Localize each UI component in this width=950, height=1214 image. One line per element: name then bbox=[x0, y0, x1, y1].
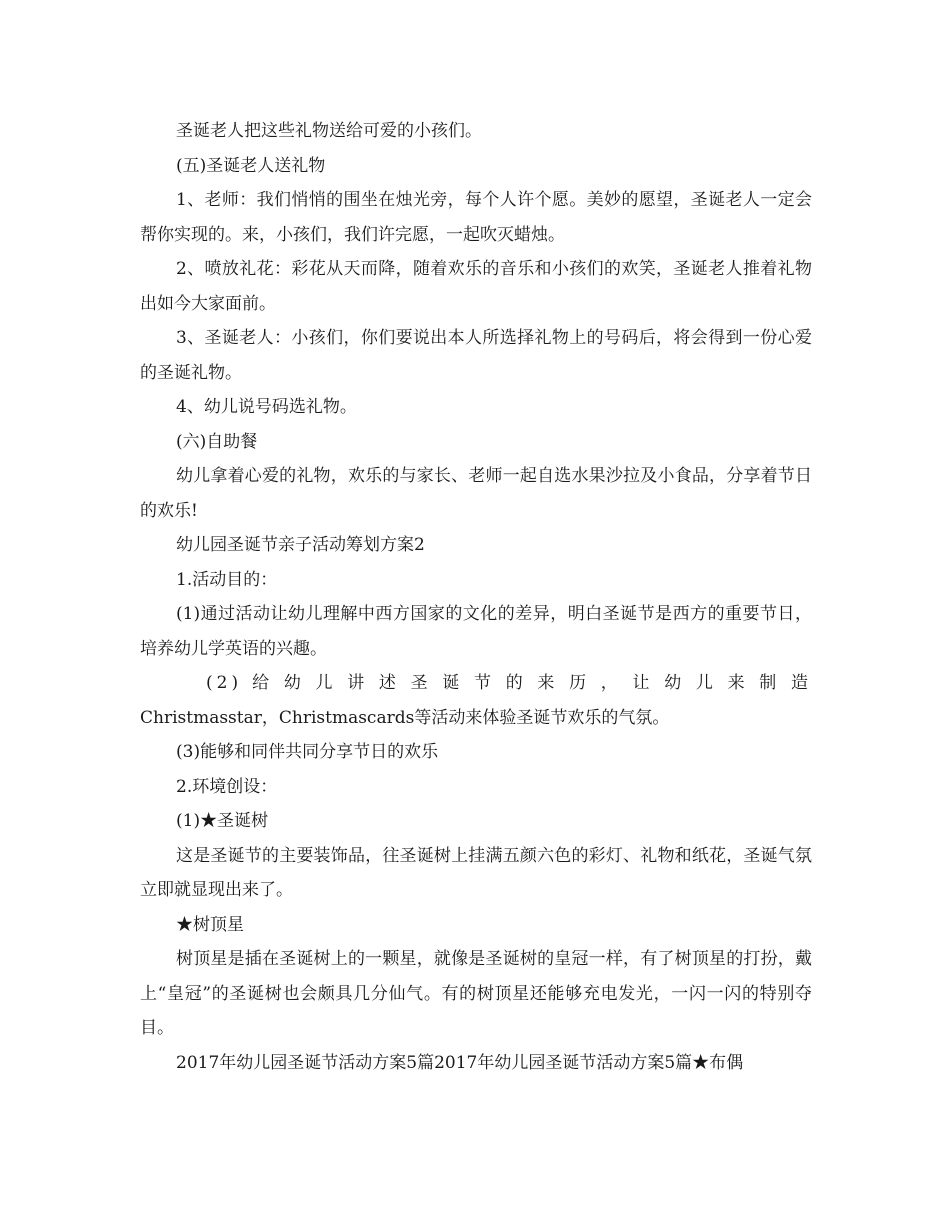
paragraph: 这是圣诞节的主要装饰品，往圣诞树上挂满五颜六色的彩灯、礼物和纸花，圣诞气氛立即就显现出来了。 bbox=[140, 845, 812, 900]
subsection-heading: ★树顶星 bbox=[176, 914, 244, 935]
paragraph: 4、幼儿说号码选礼物。 bbox=[176, 397, 357, 417]
paragraph: 2、喷放礼花：彩花从天而降，随着欢乐的音乐和小孩们的欢笑，圣诞老人推着礼物出如今大家面前。 bbox=[140, 259, 812, 314]
paragraph: (1)通过活动让幼儿理解中西方国家的文化的差异，明白圣诞节是西方的重要节日，培养幼儿学英语的兴趣。 bbox=[140, 604, 812, 659]
paragraph: 树顶星是插在圣诞树上的一颗星，就像是圣诞树的皇冠一样，有了树顶星的打扮，戴上“皇冠”的圣诞树也会颇具几分仙气。有的树顶星还能够充电发光，一闪一闪的特别夺目。 bbox=[140, 949, 812, 1038]
subsection-heading: (1)★圣诞树 bbox=[176, 811, 269, 831]
paragraph: (2) 给 幼 儿 讲 述 圣 诞 节 的 来 历 ， 让 幼 儿 来 制 造 bbox=[206, 673, 812, 693]
paragraph: Christmasstar，Christmascards等活动来体验圣诞节欢乐的气氛。 bbox=[140, 707, 670, 728]
paragraph: 1、老师：我们悄悄的围坐在烛光旁，每个人许个愿。美妙的愿望，圣诞老人一定会帮你实现的。来，小孩们，我们许完愿，一起吹灭蜡烛。 bbox=[140, 190, 812, 245]
paragraph: 幼儿拿着心爱的礼物，欢乐的与家长、老师一起自选水果沙拉及小食品，分享着节日的欢乐! bbox=[140, 466, 812, 521]
section-heading: 2.环境创设： bbox=[176, 776, 278, 797]
section-heading: (五)圣诞老人送礼物 bbox=[176, 155, 326, 176]
section-heading: (六)自助餐 bbox=[176, 431, 258, 452]
paragraph: 3、圣诞老人：小孩们，你们要说出本人所选择礼物上的号码后，将会得到一份心爱的圣诞礼物。 bbox=[140, 328, 812, 383]
paragraph: 圣诞老人把这些礼物送给可爱的小孩们。 bbox=[176, 121, 482, 141]
document-body bbox=[140, 114, 812, 1080]
section-heading: 1.活动目的： bbox=[176, 569, 278, 590]
paragraph: (3)能够和同伴共同分享节日的欢乐 bbox=[176, 742, 439, 762]
document-title: 幼儿园圣诞节亲子活动筹划方案2 bbox=[176, 535, 425, 555]
paragraph: 2017年幼儿园圣诞节活动方案5篇2017年幼儿园圣诞节活动方案5篇★布偶 bbox=[176, 1052, 744, 1073]
